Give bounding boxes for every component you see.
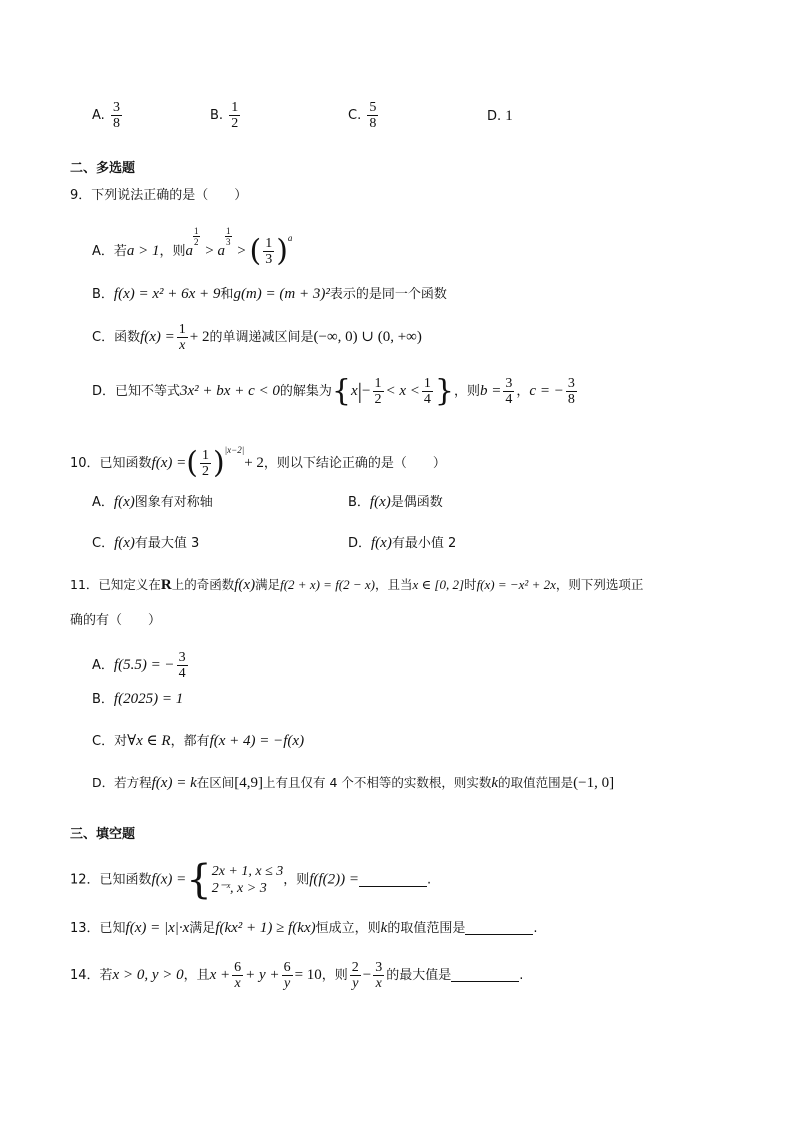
q10-a-expr: f(x): [113, 494, 135, 510]
frac-num: 2: [351, 960, 359, 975]
frac-den: 8: [567, 392, 575, 407]
q11-c-expr: f(x + 4) = −f(x): [209, 733, 305, 749]
q9-a-paren-fraction: [263, 236, 274, 267]
right-brace: }: [434, 373, 455, 409]
section-title-fill-in: 三、填空题: [70, 827, 136, 842]
q11-b-label: B．: [92, 692, 114, 707]
q10-d-expr: f(x): [371, 535, 392, 551]
q10-f: f(x) =: [151, 455, 187, 471]
frac-den: 3: [265, 252, 273, 267]
q14-mid: ，且: [183, 968, 210, 983]
q9-a-base2: a: [217, 243, 226, 259]
frac-den: 2: [374, 392, 382, 407]
frac-num: 6: [283, 960, 291, 975]
q8-option-c-label: C.: [348, 108, 362, 123]
q12: [70, 857, 432, 903]
q10-stem: [70, 440, 446, 479]
q14-minus: −: [362, 967, 372, 983]
q9-d-b-fraction: [503, 376, 514, 407]
q11-dom: x ∈ [0, 2]: [412, 577, 465, 592]
q13-def: f(x) = |x|·x: [125, 920, 190, 936]
exp-num: 1: [226, 226, 231, 236]
q9-d-ineq: 3x² + bx + c < 0: [180, 383, 280, 399]
frac-num: 1: [178, 322, 186, 337]
q14-end: .: [519, 968, 524, 983]
q11-f: f(x): [234, 577, 256, 593]
q9-a-exp1: [193, 226, 200, 247]
q9-c-f: f(x) =: [140, 329, 175, 345]
q10-option-b: [348, 492, 443, 513]
left-brace: {: [331, 373, 351, 409]
q9-a-gt2: >: [233, 243, 250, 259]
q9-option-a: [92, 226, 292, 267]
q9-c-label: C．函数: [92, 330, 141, 345]
frac-num: 5: [369, 100, 377, 115]
q14: [70, 960, 523, 991]
q9-c-plus: + 2: [189, 329, 210, 345]
q9-d-set-x: x: [350, 383, 358, 399]
frac-den: 4: [423, 392, 431, 407]
q14-post: 的最大值是: [386, 968, 452, 983]
q9-d-lt: < x <: [385, 383, 420, 399]
q14-frac2: [282, 960, 293, 991]
q9-stem: 9．下列说法正确的是（ ）: [70, 188, 248, 203]
frac-den: 8: [369, 116, 377, 131]
exp-num: 1: [194, 226, 199, 236]
q9-d-c-eq: c = −: [529, 383, 564, 399]
q13-mid2: 恒成立，则: [315, 921, 381, 936]
q9-c-mid: 的单调递减区间是: [209, 330, 314, 345]
q13-end: .: [533, 921, 538, 936]
frac-den: 4: [178, 666, 186, 681]
left-brace: {: [186, 857, 212, 903]
section-title-multiple-choice: 二、多选题: [70, 161, 136, 176]
q8-option-c-fraction: [367, 100, 378, 131]
q11-d-expr: f(x) = k: [151, 775, 197, 791]
frac-num: 3: [112, 100, 120, 115]
q11-c-forall: ∀x ∈ R: [127, 733, 171, 749]
frac-den: 8: [112, 116, 120, 131]
right-paren: ): [212, 445, 225, 481]
q14-cond: x > 0, y > 0: [112, 967, 184, 983]
q11-a-fraction: [177, 650, 188, 681]
q14-x-plus: x +: [209, 967, 231, 983]
q10-stem-pre: 10．已知函数: [70, 456, 152, 471]
frac-num: 1: [374, 376, 382, 391]
q8-option-a: [92, 100, 124, 131]
q11-stem-line1: [70, 575, 643, 595]
q8-option-b-fraction: [229, 100, 240, 131]
q10-b-label: B．: [348, 495, 370, 510]
q13-k: k: [380, 920, 388, 936]
frac-num: 1: [423, 376, 431, 391]
q11-option-b: [92, 689, 183, 710]
q11-d-range: (−1, 0]: [573, 775, 615, 791]
q11-c-label: C．对: [92, 734, 128, 749]
q9-d-mid: 的解集为: [279, 384, 332, 399]
q9-b-expr2: g(m) = (m + 3)²: [233, 286, 330, 302]
q11-b-expr: f(2025) = 1: [113, 691, 184, 707]
q9-a-cond: a > 1: [126, 243, 160, 259]
q12-f: f(x) =: [151, 871, 187, 888]
q8-option-d-value: 1: [505, 108, 513, 124]
q8-option-b-label: B.: [210, 108, 224, 123]
q10-stem-post: ，则以下结论正确的是（ ）: [263, 456, 446, 471]
q10-a-text: 图象有对称轴: [134, 495, 213, 510]
q10-option-d: [348, 533, 456, 554]
q10-d-label: D．: [348, 536, 372, 551]
q11-option-d: [92, 773, 614, 793]
frac-den: x: [179, 338, 186, 353]
q10-option-a: [92, 492, 213, 513]
q11-eq: f(2 + x) = f(2 − x): [280, 577, 376, 592]
q14-eq: = 10: [294, 967, 322, 983]
q10-b-expr: f(x): [369, 494, 391, 510]
q11-stem-3: 满足: [255, 577, 281, 592]
q14-frac3: [350, 960, 361, 991]
q11-option-a: [92, 650, 190, 681]
frac-num: 3: [567, 376, 575, 391]
q14-then: ，则: [321, 968, 348, 983]
q11-d-t3: 的取值范围是: [498, 775, 574, 790]
q9-b-and: 和: [220, 287, 234, 302]
q11-stem-4: ，且当: [375, 577, 413, 592]
q8-option-b: [210, 100, 242, 131]
q11-def: f(x) = −x² + 2x: [476, 577, 556, 592]
q12-piecewise: [212, 863, 284, 897]
q11-a-label: A．: [92, 658, 114, 673]
q12-pre: 12．已知函数: [70, 872, 152, 888]
q9-b-label: B．: [92, 287, 114, 302]
q9-d-neg: −: [362, 383, 371, 399]
q9-a-base1: a: [185, 243, 194, 259]
q12-case2: 2⁻ˣ, x > 3: [211, 881, 267, 896]
q10-plus: + 2: [244, 455, 264, 471]
q8-option-c: [348, 100, 380, 131]
q8-option-a-fraction: [111, 100, 122, 131]
q9-c-interval: (−∞, 0) ∪ (0, +∞): [313, 329, 422, 345]
q9-option-c: [92, 322, 422, 353]
q13-post: 的取值范围是: [387, 921, 466, 936]
q10-b-text: 是偶函数: [390, 495, 443, 510]
q9-c-fraction: [177, 322, 188, 353]
q14-frac1: [232, 960, 243, 991]
q11-stem-6: ，则下列选项正: [555, 577, 644, 592]
q12-mid: ，则: [283, 872, 310, 888]
q11-stem-1: 11．已知定义在: [70, 577, 161, 592]
q11-d-interval: [4,9]: [234, 775, 264, 791]
q13-ineq: f(kx² + 1) ≥ f(kx): [215, 920, 316, 936]
frac-num: 1: [201, 448, 209, 463]
frac-num: 1: [265, 236, 273, 251]
q10-c-expr: f(x): [114, 535, 135, 551]
frac-den: 2: [201, 464, 209, 479]
q9-d-c-fraction: [566, 376, 577, 407]
q9-d-half: [373, 376, 384, 407]
frac-num: 1: [231, 100, 239, 115]
exp-den: 3: [226, 237, 231, 247]
q14-plus-y: + y +: [245, 967, 280, 983]
left-paren: (: [249, 233, 262, 269]
exp-den: 2: [194, 237, 199, 247]
q10-exp: |x−2|: [224, 445, 245, 455]
q11-c-mid: ，都有: [170, 734, 210, 749]
q9-b-expr1: f(x) = x² + 6x + 9: [113, 286, 221, 302]
set-bar: |: [357, 378, 363, 404]
q12-case1: 2x + 1, x ≤ 3: [211, 864, 284, 879]
q11-d-k: k: [491, 775, 499, 791]
q9-a-paren-exp: a: [287, 233, 293, 243]
q10-fraction: [200, 448, 211, 479]
q9-a-exp2: [225, 226, 232, 247]
q9-a-mid: ，则: [159, 244, 186, 259]
q8-option-d: [487, 108, 513, 125]
q9-a-label: A．若: [92, 244, 127, 259]
frac-num: 3: [505, 376, 513, 391]
q8-option-a-label: A.: [92, 108, 105, 123]
q11-a-expr: f(5.5) = −: [113, 657, 175, 673]
q9-d-then: ，则: [454, 384, 481, 399]
q13-answer-blank[interactable]: [465, 920, 533, 935]
q10-a-label: A．: [92, 495, 114, 510]
frac-num: 3: [375, 960, 383, 975]
q11-d-t2: 上有且仅有 4 个不相等的实数根，则实数: [263, 775, 492, 790]
q8-option-d-label: D.: [487, 109, 502, 124]
q11-stem-line2: 确的有（ ）: [70, 613, 162, 628]
q9-d-b-eq: b =: [480, 383, 502, 399]
q14-frac4: [373, 960, 384, 991]
q12-end: .: [426, 872, 432, 888]
q14-answer-blank[interactable]: [451, 967, 519, 982]
q10-d-text: 有最小值 2: [391, 536, 457, 551]
q11-stem-2: 上的奇函数: [171, 577, 235, 592]
q10-c-text: 有最大值 3: [134, 536, 200, 551]
frac-den: x: [375, 976, 382, 991]
q10-c-label: C．: [92, 536, 115, 551]
q9-d-label: D．已知不等式: [92, 384, 181, 399]
q13-mid: 满足: [189, 921, 216, 936]
q13-pre: 13．已知: [70, 921, 126, 936]
q9-d-quarter: [422, 376, 433, 407]
q11-stem-5: 时: [464, 577, 477, 592]
q13: [70, 918, 537, 939]
frac-num: 3: [178, 650, 186, 665]
q14-pre: 14．若: [70, 968, 113, 983]
q11-option-c: [92, 731, 304, 752]
q9-a-gt: >: [201, 243, 218, 259]
right-paren: ): [276, 233, 288, 269]
q11-d-label: D．若方程: [92, 775, 152, 790]
q11-R: R: [160, 577, 172, 593]
q9-option-d: [92, 373, 579, 409]
frac-num: 6: [234, 960, 242, 975]
q9-option-b: [92, 284, 447, 305]
q9-d-comma: ，: [516, 384, 530, 399]
q10-option-c: [92, 533, 199, 554]
frac-den: x: [234, 976, 241, 991]
frac-den: 2: [231, 116, 239, 131]
q11-d-t1: 在区间: [196, 775, 235, 790]
frac-den: y: [352, 976, 359, 991]
left-paren: (: [186, 445, 198, 481]
q12-answer-blank[interactable]: [359, 872, 427, 887]
q9-b-tail: 表示的是同一个函数: [329, 287, 447, 302]
q12-ask: f(f(2)) =: [309, 871, 359, 888]
frac-den: 4: [505, 392, 513, 407]
frac-den: y: [283, 976, 291, 991]
